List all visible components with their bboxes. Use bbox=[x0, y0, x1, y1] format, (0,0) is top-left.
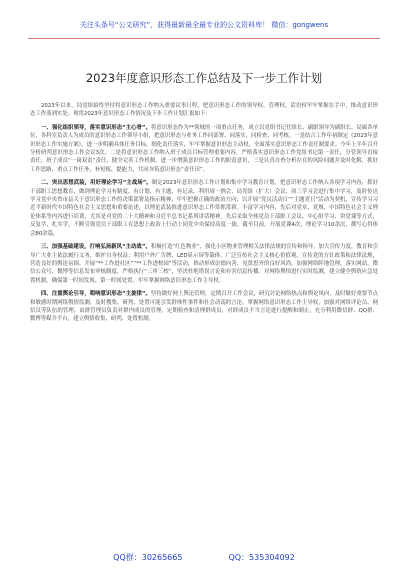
intro-paragraph: 2023年以来，局党组始终坚持将意识形态工作纳入重要议事日程，把意识形态工作的领导权、管理权、话语权牢牢掌握在手中，推动意识形态工作落到实处。现将2023年意识形态工作情况及下步工作计划汇报如下： bbox=[30, 103, 378, 118]
promo-banner[interactable]: 关注头条号“公文研究”，获得最新最全最专业的公文资料库！ 微信：gongwens bbox=[79, 21, 329, 29]
section-heading: 三、加强基础建设，打响弘扬新风“主动战”。 bbox=[41, 244, 151, 251]
section-text: 制定2023年意识形态工作计划和集中学习教育计划，把意识形态工作纳入各项学习内容，抓好干部职工思想教育，做到理论学习有制度、有计划、有主题、有记录。利用周一例会、局党组（扩大）会议、周三学习会进行集中学习，及时传达学习党中央省市县关于意识形态工作的决策部署及指示精神，牢牢把握正确的政治方向；以开展“党员活动日”“主题党日”活动为契机，宣传学习习近平新时代中国特色社会主义思想和重要论述，以理论武装推进意识形态工作常抓常新。丰富学习内容，先后对党章、党规、中国特色社会主义理论体系等内容进行培训，尤其是对党的二十大精神和习近平总书记系列讲话精神，先后采取全体党员干部职工会议、中心组学习、讲党课等方式，反复学，扎实学，不断引领党员干部职工在思想上政治上行动上同党中央保持高度一致。截至目前，开展党课4次，理论学习10余次，撰写心得体会80余篇。 bbox=[30, 180, 378, 237]
section-paragraph bbox=[30, 290, 378, 324]
section-text: 坚持做好网上舆论管理，定期召开工作会议，研究讨论网络热点和舆论风向，及时做好重要节点和敏感时期网络舆情监测，及时搜集、研判、处置可能引发群体性事件和社会动荡的言论。掌握网络意识形态工作主导权，加强对网络评论员、网信员等队伍的管理，由群管理员负责对群内成员的管理，定期检查和清理群成员，对群成员不当言论进行提醒和制止，充分利用微信群、QQ群、微博等媒介平台，建立舆情收集、研判、处置机制。 bbox=[30, 291, 378, 323]
section-text: 积极打造“红色物业”，强化小区物业管理相关法律法规的宣传和指导，加大宣传力度，教育和引导广大业主依法履行义务，维护自身权益；利用户外广告牌、LED显示屏等载体，广泛宣传社会主义核心价值观，宣传党的方针政策和法律法规，营造良好的舆论氛围。开展“**工作进社区”“**工作进校园”等活动，推动形成崇德向善、见贤思齐的良好风尚。加强网络阵地管理，落实网站、微信公众号、微博等信息发布审核制度，严格执行“三审三校”，坚决杜绝错误言论和有害信息传播。对网络舆情进行实时监测，建立健全舆情应急处置机制，确保第一时间发现、第一时间处置，牢牢掌握网络意识形态工作主导权。 bbox=[30, 244, 378, 284]
section-text: 将意识形态作为**领域的一项重点任务，成立以党组书记任组长、副职领导为副组长、局属各单位、各科室负责人为成员的意识形态工作领导小组，把意识形态与业务工作同部署、同落实、同检查、同考核。一是结合工作年初制定《2023年意识形态工作实施方案》，进一步明确具体任务目标，细化责任落实，牢牢掌握意识形态主动权，全面落实意识形态工作责任制要求。今年上半年召开分析研判意识形态工作会议3次，二是将意识形态工作纳入班子成员目标管理重要内容，严格落实意识形态工作党组书记第一责任，分管领导直接责任，班子成员“一岗双责”责任，健全完善工作机制，进一步增强意识形态工作的职责意识，三是认真自查分析存在的风险问题并及时化解，抓好工作思路、重点工作任务、补短板、提能力，共同夯筑意识形态“责任田”。 bbox=[30, 124, 378, 173]
section-paragraph bbox=[30, 243, 378, 285]
document-body bbox=[30, 102, 378, 329]
document-title: 2023年度意识形态工作总结及下一步工作计划 bbox=[85, 71, 323, 85]
contact-footer bbox=[0, 552, 408, 564]
qq-group-label: QQ群：30265665 bbox=[113, 553, 183, 562]
section-heading: 二、突出思想武装，用好理论学习“主战场”。 bbox=[41, 180, 152, 187]
section-heading: 四、注重舆论引导，唱响意识形态“主旋律”。 bbox=[41, 291, 151, 298]
section-heading: 一、强化组织领导，落实意识形态“主心骨”。 bbox=[41, 124, 151, 131]
section-paragraph bbox=[30, 179, 378, 238]
banner-divider bbox=[28, 38, 380, 39]
section-paragraph bbox=[30, 124, 378, 174]
qq-label: QQ：535304092 bbox=[228, 553, 295, 562]
